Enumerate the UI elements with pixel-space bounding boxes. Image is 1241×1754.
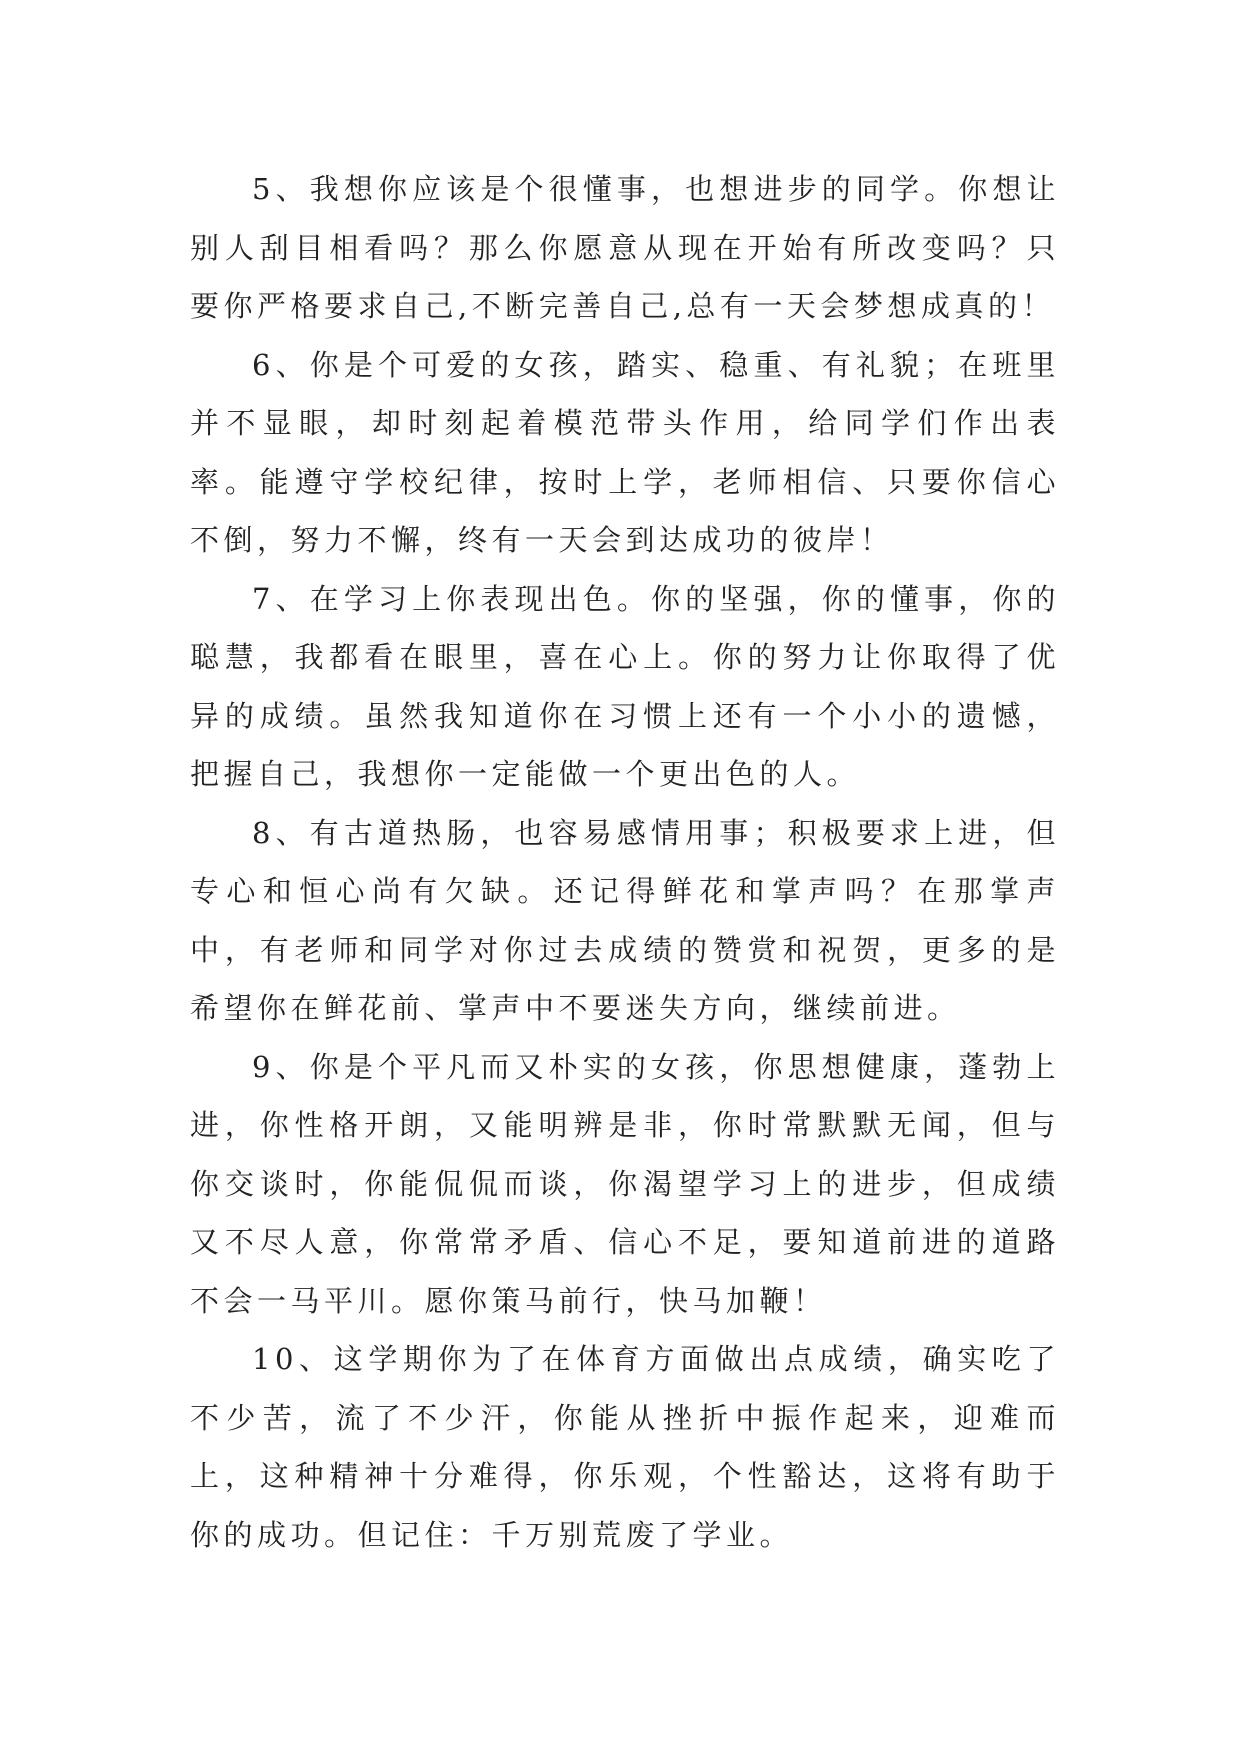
comment-paragraph-6: 6、你是个可爱的女孩，踏实、稳重、有礼貌；在班里并不显眼，却时刻起着模范带头作用，给同学们作出表率。能遵守学校纪律，按时上学，老师相信、只要你信心不倒，努力不懈，终有一天会到达成功的彼岸！ [190, 347, 1060, 557]
comment-paragraph-9: 9、你是个平凡而又朴实的女孩，你思想健康，蓬勃上进，你性格开朗，又能明辨是非，你时常默默无闻，但与你交谈时，你能侃侃而谈，你渴望学习上的进步，但成绩又不尽人意，你常常矛盾、信心不足，要知道前进的道路不会一马平川。愿你策马前行，快马加鞭！ [190, 1049, 1060, 1318]
document-body [190, 160, 1060, 1564]
comment-paragraph-10: 10、这学期你为了在体育方面做出点成绩，确实吃了不少苦，流了不少汗，你能从挫折中振作起来，迎难而上，这种精神十分难得，你乐观，个性豁达，这将有助于你的成功。但记住：千万别荒废了学业。 [190, 1342, 1060, 1552]
comment-paragraph-5: 5、我想你应该是个很懂事，也想进步的同学。你想让别人刮目相看吗？那么你愿意从现在开始有所改变吗？只要你严格要求自己,不断完善自己,总有一天会梦想成真的！ [190, 172, 1060, 323]
comment-paragraph-7: 7、在学习上你表现出色。你的坚强，你的懂事，你的聪慧，我都看在眼里，喜在心上。你的努力让你取得了优异的成绩。虽然我知道你在习惯上还有一个小小的遗憾，把握自己，我想你一定能做一个更出色的人。 [190, 581, 1060, 791]
comment-paragraph-8: 8、有古道热肠，也容易感情用事；积极要求上进，但专心和恒心尚有欠缺。还记得鲜花和掌声吗？在那掌声中，有老师和同学对你过去成绩的赞赏和祝贺，更多的是希望你在鲜花前、掌声中不要迷失方向，继续前进。 [190, 815, 1060, 1025]
